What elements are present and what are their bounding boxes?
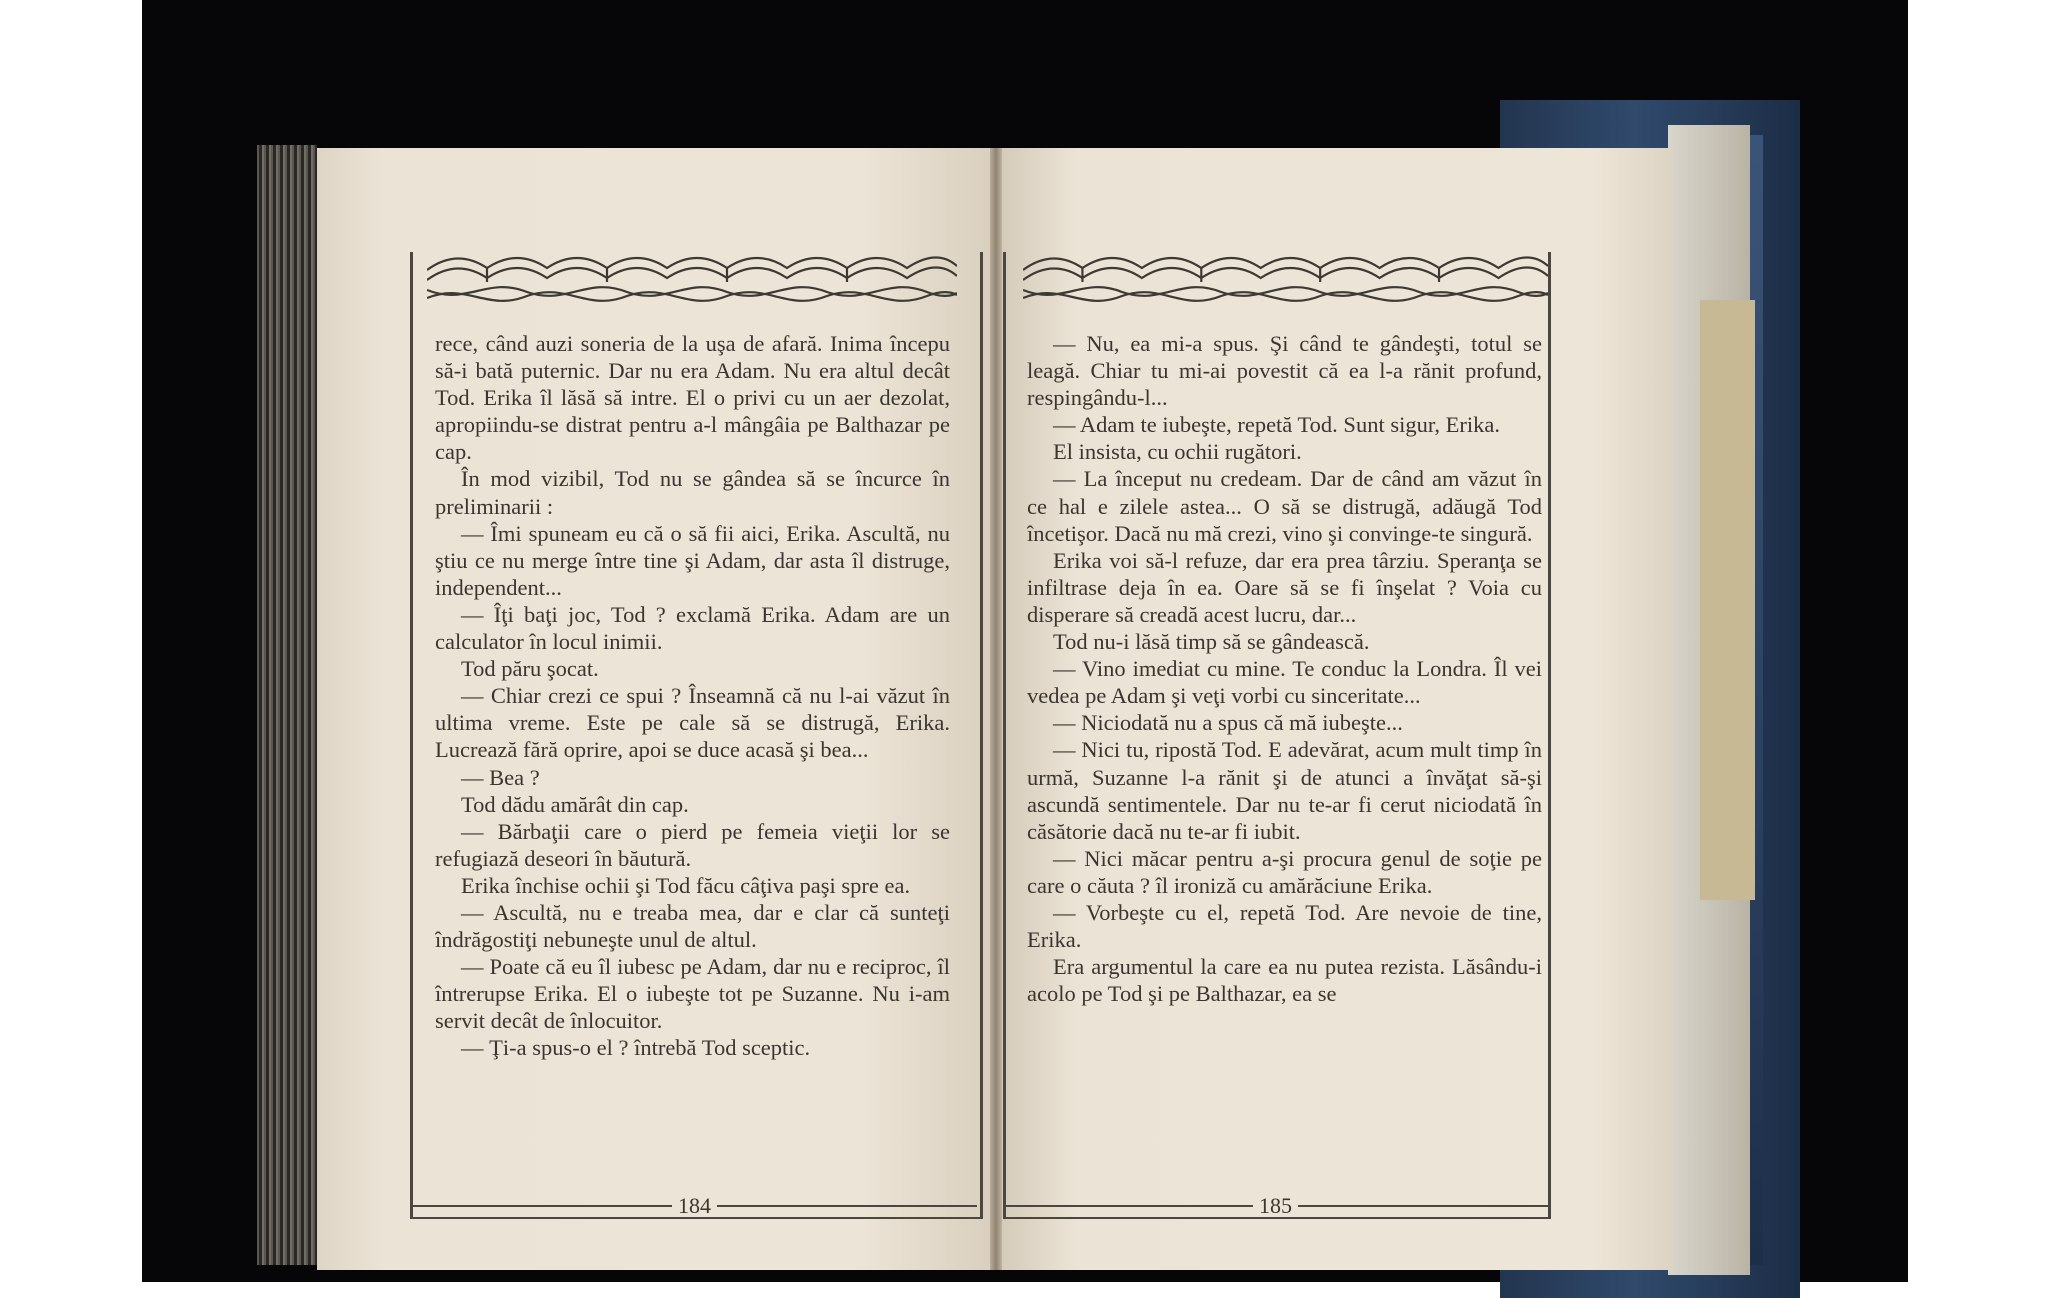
header-ornament-icon xyxy=(427,240,957,318)
paragraph: — Ţi-a spus-o el ? întrebă Tod sceptic. xyxy=(461,1035,811,1061)
page-number: 184 xyxy=(678,1193,711,1218)
paragraph: — Niciodată nu a spus că mă iubeşte... xyxy=(1053,710,1403,736)
paragraph: Tod păru şocat. xyxy=(461,656,599,682)
paragraph: — La început nu credeam. Dar de când am văzut în ce hal e zilele astea... O să se distrugă, adăugă Tod încetişor. Dacă nu mă crezi, vino şi convinge-te singură. xyxy=(1027,466,1542,546)
right-page-footer xyxy=(1003,1186,1548,1226)
paragraph: — Nici măcar pentru a-şi procura genul de soţie pe care o căuta ? îl ironiză cu amărăciune Erika. xyxy=(1027,845,1542,898)
paragraph: — Bea ? xyxy=(461,764,540,790)
paragraph: — Îţi baţi joc, Tod ? exclamă Erika. Adam are un calculator în locul inimii. xyxy=(435,601,950,655)
footer-rule xyxy=(1003,1205,1253,1207)
left-page-text xyxy=(435,330,950,1165)
paragraph: — Nici tu, ripostă Tod. E adevărat, acum mult timp în urmă, Suzanne l-a rănit şi de atunci a învăţat să-şi ascundă sentimentele. Dar nu te-ar fi cerut niciodată în căsătorie dacă nu te-ar fi iubit. xyxy=(1027,737,1542,844)
left-page-footer xyxy=(412,1186,977,1226)
book-gutter xyxy=(990,148,1002,1270)
page-stack xyxy=(257,145,317,1265)
paragraph: rece, când auzi soneria de la uşa de afară. Inima începu să-i bată puternic. Dar nu era Adam. Nu era altul decât Tod. Erika îl lăsă să intre. El o privi cu un aer dezolat, apropiindu-se distrat pentru a-l mângâia pe Balthazar pe cap. xyxy=(435,331,950,465)
footer-rule xyxy=(717,1205,977,1207)
paragraph: — Îmi spuneam eu că o să fii aici, Erika. Ascultă, nu ştiu ce nu merge între tine şi Adam, dar asta îl distruge, independent... xyxy=(435,520,950,600)
paragraph: Erika voi să-l refuze, dar era prea târziu. Speranţa se infiltrase deja în ea. Oare să se fi înşelat ? Voia cu disperare să creadă acest lucru, dar... xyxy=(1027,547,1542,627)
paragraph: Tod dădu amărât din cap. xyxy=(461,791,689,817)
footer-rule xyxy=(1298,1205,1548,1207)
paragraph: — Adam te iubeşte, repetă Tod. Sunt sigur, Erika. xyxy=(1053,412,1501,438)
paragraph: În mod vizibil, Tod nu se gândea să se încurce în preliminarii : xyxy=(435,466,950,519)
footer-rule xyxy=(412,1205,672,1207)
paragraph: — Ascultă, nu e treaba mea, dar e clar că sunteţi îndrăgostiţi nebuneşte unul de altul. xyxy=(435,899,950,953)
paragraph: Era argumentul la care ea nu putea rezista. Lăsându-i acolo pe Tod şi pe Balthazar, ea se xyxy=(1027,954,1542,1007)
paragraph: — Vorbeşte cu el, repetă Tod. Are nevoie de tine, Erika. xyxy=(1027,899,1542,953)
flyleaf-strip xyxy=(1700,300,1755,900)
paragraph: — Nu, ea mi-a spus. Şi când te gândeşti, totul se leagă. Chiar tu mi-ai povestit că ea l-a rănit profund, respingându-l... xyxy=(1027,331,1542,411)
header-ornament-icon xyxy=(1023,240,1548,318)
paragraph: — Bărbaţii care o pierd pe femeia vieţii lor se refugiază deseori în băutură. xyxy=(435,818,950,871)
page-number: 185 xyxy=(1259,1193,1292,1218)
paragraph: — Vino imediat cu mine. Te conduc la Londra. Îl vei vedea pe Adam şi veţi vorbi cu sinceritate... xyxy=(1027,656,1542,709)
right-page-text xyxy=(1027,330,1542,1165)
paragraph: Erika închise ochii şi Tod făcu câţiva paşi spre ea. xyxy=(461,872,911,898)
paragraph: — Chiar crezi ce spui ? Înseamnă că nu l-ai văzut în ultima vreme. Este pe cale să se distrugă, Erika. Lucrează fără oprire, apoi se duce acasă şi bea... xyxy=(435,683,950,763)
paragraph: El insista, cu ochii rugători. xyxy=(1053,439,1302,465)
paragraph: — Poate că eu îl iubesc pe Adam, dar nu e reciproc, îl întrerupse Erika. El o iubeşte tot pe Suzanne. Nu i-am servit decât de înlocuitor. xyxy=(435,954,950,1034)
paragraph: Tod nu-i lăsă timp să se gândească. xyxy=(1053,629,1370,655)
